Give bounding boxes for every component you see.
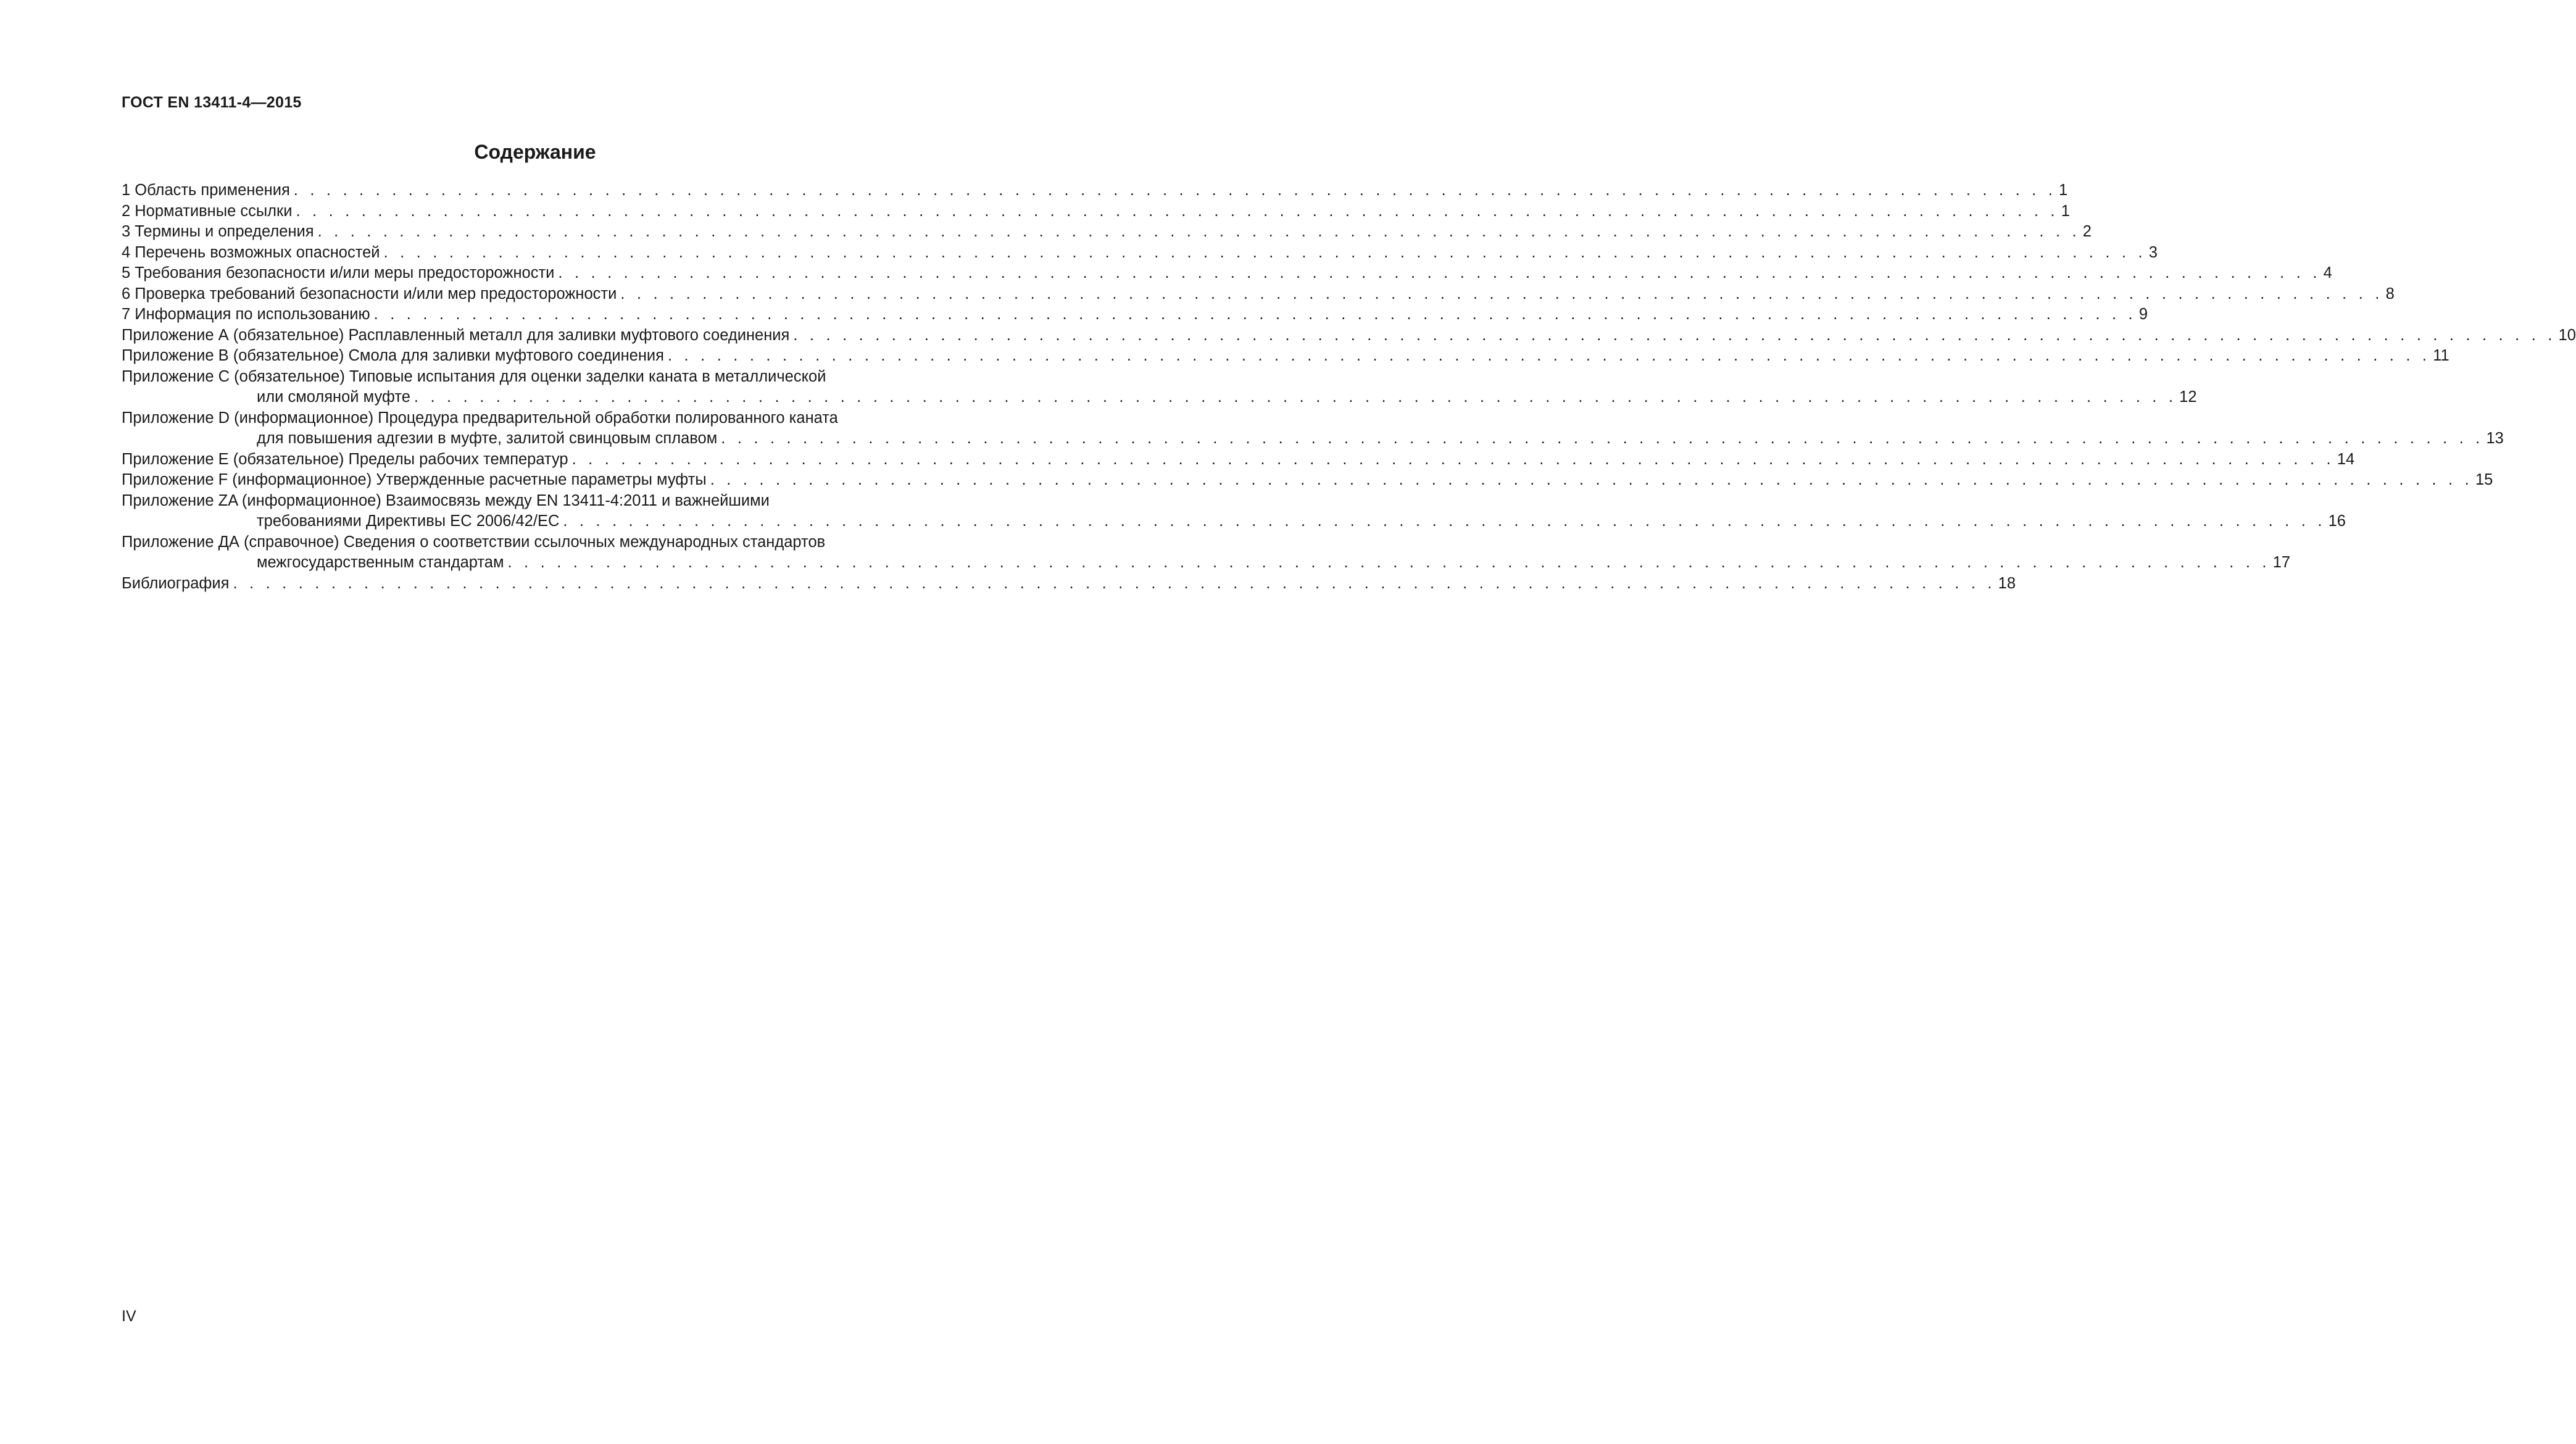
toc-entry-title-line: 5 Требования безопасности и/или меры предосторожности [122, 263, 554, 284]
toc-entry-title-line: Приложение D (информационное) Процедура предварительной обработки полированного каната [122, 409, 838, 427]
toc-entry-page: 4 [2323, 264, 2332, 282]
toc-entry-page: 10 [2558, 326, 2576, 344]
dot-leader: . . . . . . . . . . . . . . . . . . . . . . . . . . . . . . . . . . . . . . . . . . . . . . . . . . . . . . . . . . . . . . . . . . . . . . . . . . . . . . . . . . . . . . . . . . . . . . . . . . . . . . . . . . . . [413, 388, 2177, 406]
toc-entry[interactable] [122, 408, 2504, 449]
dot-leader: . . . . . . . . . . . . . . . . . . . . . . . . . . . . . . . . . . . . . . . . . . . . . . . . . . . . . . . . . . . . . . . . . . . . . . . . . . . . . . . . . . . . . . . . . . . . . . . . . . . . . . . . . . . . [383, 243, 2146, 261]
toc-entry[interactable] [122, 201, 2070, 222]
toc-entry-title-line: Библиография [122, 574, 229, 595]
toc-entry[interactable] [122, 367, 2197, 408]
dot-leader: . . . . . . . . . . . . . . . . . . . . . . . . . . . . . . . . . . . . . . . . . . . . . . . . . . . . . . . . . . . . . . . . . . . . . . . . . . . . . . . . . . . . . . . . . . . . . . . . . . . . . . . . . . . . [317, 223, 2080, 240]
toc-entry-title-line: Приложение ДА (справочное) Сведения о соответствии ссылочных международных стандартов [122, 533, 826, 551]
toc-entry[interactable] [122, 304, 2148, 325]
toc-entry-page: 2 [2082, 223, 2092, 240]
dot-leader: . . . . . . . . . . . . . . . . . . . . . . . . . . . . . . . . . . . . . . . . . . . . . . . . . . . . . . . . . . . . . . . . . . . . . . . . . . . . . . . . . . . . . . . . . . . . . . . . . . . . . . . . . . . . [710, 471, 2473, 488]
toc-entry[interactable] [122, 222, 2092, 243]
toc-entry-page: 17 [2272, 554, 2291, 571]
toc-entry[interactable] [122, 491, 2346, 532]
dot-leader: . . . . . . . . . . . . . . . . . . . . . . . . . . . . . . . . . . . . . . . . . . . . . . . . . . . . . . . . . . . . . . . . . . . . . . . . . . . . . . . . . . . . . . . . . . . . . . . . . . . . . . . . . . . . [373, 306, 2137, 323]
toc-entry-page: 1 [2059, 182, 2068, 199]
toc-entry[interactable] [122, 284, 2395, 305]
toc-entry[interactable] [122, 325, 2576, 346]
toc-entry-page: 14 [2337, 450, 2355, 468]
toc-entry-title-line: 2 Нормативные ссылки [122, 201, 292, 222]
toc-entry-page: 1 [2061, 202, 2070, 220]
toc-entry[interactable] [122, 346, 2449, 367]
toc-entry-page: 11 [2433, 347, 2449, 364]
toc-entry[interactable] [122, 470, 2493, 491]
dot-leader: . . . . . . . . . . . . . . . . . . . . . . . . . . . . . . . . . . . . . . . . . . . . . . . . . . . . . . . . . . . . . . . . . . . . . . . . . . . . . . . . . . . . . . . . . . . . . . . . . . . . . . . . . . . . [793, 326, 2556, 344]
dot-leader: . . . . . . . . . . . . . . . . . . . . . . . . . . . . . . . . . . . . . . . . . . . . . . . . . . . . . . . . . . . . . . . . . . . . . . . . . . . . . . . . . . . . . . . . . . . . . . . . . . . . . . . . . . . . [558, 264, 2321, 282]
toc-entry-title-line: 4 Перечень возможных опасностей [122, 243, 380, 264]
dot-leader: . . . . . . . . . . . . . . . . . . . . . . . . . . . . . . . . . . . . . . . . . . . . . . . . . . . . . . . . . . . . . . . . . . . . . . . . . . . . . . . . . . . . . . . . . . . . . . . . . . . . . . . . . . . . [507, 554, 2271, 571]
toc-entry[interactable] [122, 532, 2291, 574]
toc-entry-title-line: 1 Область применения [122, 180, 290, 201]
toc-entry-title-line: 7 Информация по использованию [122, 304, 370, 325]
toc-entry-title-line: или смоляной муфте [257, 387, 410, 408]
table-of-contents [122, 180, 2576, 594]
toc-entry-title-line: Приложение Е (обязательное) Пределы рабочих температур [122, 449, 568, 470]
toc-entry-page: 16 [2328, 512, 2346, 530]
toc-entry[interactable] [122, 449, 2355, 470]
dot-leader: . . . . . . . . . . . . . . . . . . . . . . . . . . . . . . . . . . . . . . . . . . . . . . . . . . . . . . . . . . . . . . . . . . . . . . . . . . . . . . . . . . . . . . . . . . . . . . . . . . . . . . . . . . . . [667, 347, 2431, 364]
toc-entry-title-line: для повышения адгезии в муфте, залитой свинцовым сплавом [257, 428, 717, 449]
toc-entry[interactable] [122, 180, 2068, 201]
toc-entry-page: 3 [2148, 243, 2158, 261]
toc-entry-title-line: Приложение А (обязательное) Расплавленный металл для заливки муфтового соединения [122, 325, 789, 346]
toc-entry-page: 9 [2138, 306, 2148, 323]
toc-entry-title-line: Приложение С (обязательное) Типовые испытания для оценки заделки каната в металлической [122, 367, 826, 385]
toc-entry-title-line: 6 Проверка требований безопасности и/или мер предосторожности [122, 284, 617, 305]
page-number: IV [122, 1308, 136, 1325]
toc-entry-title-line: Приложение ZA (информационное) Взаимосвязь между EN 13411-4:2011 и важнейшими [122, 491, 770, 509]
toc-entry[interactable] [122, 574, 2016, 595]
toc-entry-page: 12 [2179, 388, 2197, 406]
toc-entry-title-line: Приложение F (информационное) Утвержденные расчетные параметры муфты [122, 470, 707, 491]
toc-entry-title-line: требованиями Директивы ЕС 2006/42/ЕС [257, 511, 559, 532]
dot-leader: . . . . . . . . . . . . . . . . . . . . . . . . . . . . . . . . . . . . . . . . . . . . . . . . . . . . . . . . . . . . . . . . . . . . . . . . . . . . . . . . . . . . . . . . . . . . . . . . . . . . . . . . . . . . [233, 574, 1996, 592]
dot-leader: . . . . . . . . . . . . . . . . . . . . . . . . . . . . . . . . . . . . . . . . . . . . . . . . . . . . . . . . . . . . . . . . . . . . . . . . . . . . . . . . . . . . . . . . . . . . . . . . . . . . . . . . . . . . [721, 430, 2484, 447]
toc-entry-page: 13 [2486, 430, 2504, 447]
toc-entry-page: 18 [1998, 574, 2016, 592]
toc-title: Содержание [474, 141, 596, 163]
toc-entry[interactable] [122, 263, 2332, 284]
toc-entry-title-line: межгосударственным стандартам [257, 553, 504, 574]
toc-entry-title-line: 3 Термины и определения [122, 222, 314, 243]
document-code: ГОСТ EN 13411-4—2015 [122, 94, 302, 111]
toc-entry-page: 8 [2385, 285, 2395, 303]
dot-leader: . . . . . . . . . . . . . . . . . . . . . . . . . . . . . . . . . . . . . . . . . . . . . . . . . . . . . . . . . . . . . . . . . . . . . . . . . . . . . . . . . . . . . . . . . . . . . . . . . . . . . . . . . . . . [571, 450, 2335, 468]
dot-leader: . . . . . . . . . . . . . . . . . . . . . . . . . . . . . . . . . . . . . . . . . . . . . . . . . . . . . . . . . . . . . . . . . . . . . . . . . . . . . . . . . . . . . . . . . . . . . . . . . . . . . . . . . . . . [293, 182, 2056, 199]
toc-entry-title-line: Приложение В (обязательное) Смола для заливки муфтового соединения [122, 346, 664, 367]
dot-leader: . . . . . . . . . . . . . . . . . . . . . . . . . . . . . . . . . . . . . . . . . . . . . . . . . . . . . . . . . . . . . . . . . . . . . . . . . . . . . . . . . . . . . . . . . . . . . . . . . . . . . . . . . . . . [563, 512, 2326, 530]
toc-entry-page: 15 [2475, 471, 2493, 488]
dot-leader: . . . . . . . . . . . . . . . . . . . . . . . . . . . . . . . . . . . . . . . . . . . . . . . . . . . . . . . . . . . . . . . . . . . . . . . . . . . . . . . . . . . . . . . . . . . . . . . . . . . . . . . . . . . . [296, 202, 2059, 220]
toc-entry[interactable] [122, 243, 2158, 264]
dot-leader: . . . . . . . . . . . . . . . . . . . . . . . . . . . . . . . . . . . . . . . . . . . . . . . . . . . . . . . . . . . . . . . . . . . . . . . . . . . . . . . . . . . . . . . . . . . . . . . . . . . . . . . . . . . . [620, 285, 2383, 303]
